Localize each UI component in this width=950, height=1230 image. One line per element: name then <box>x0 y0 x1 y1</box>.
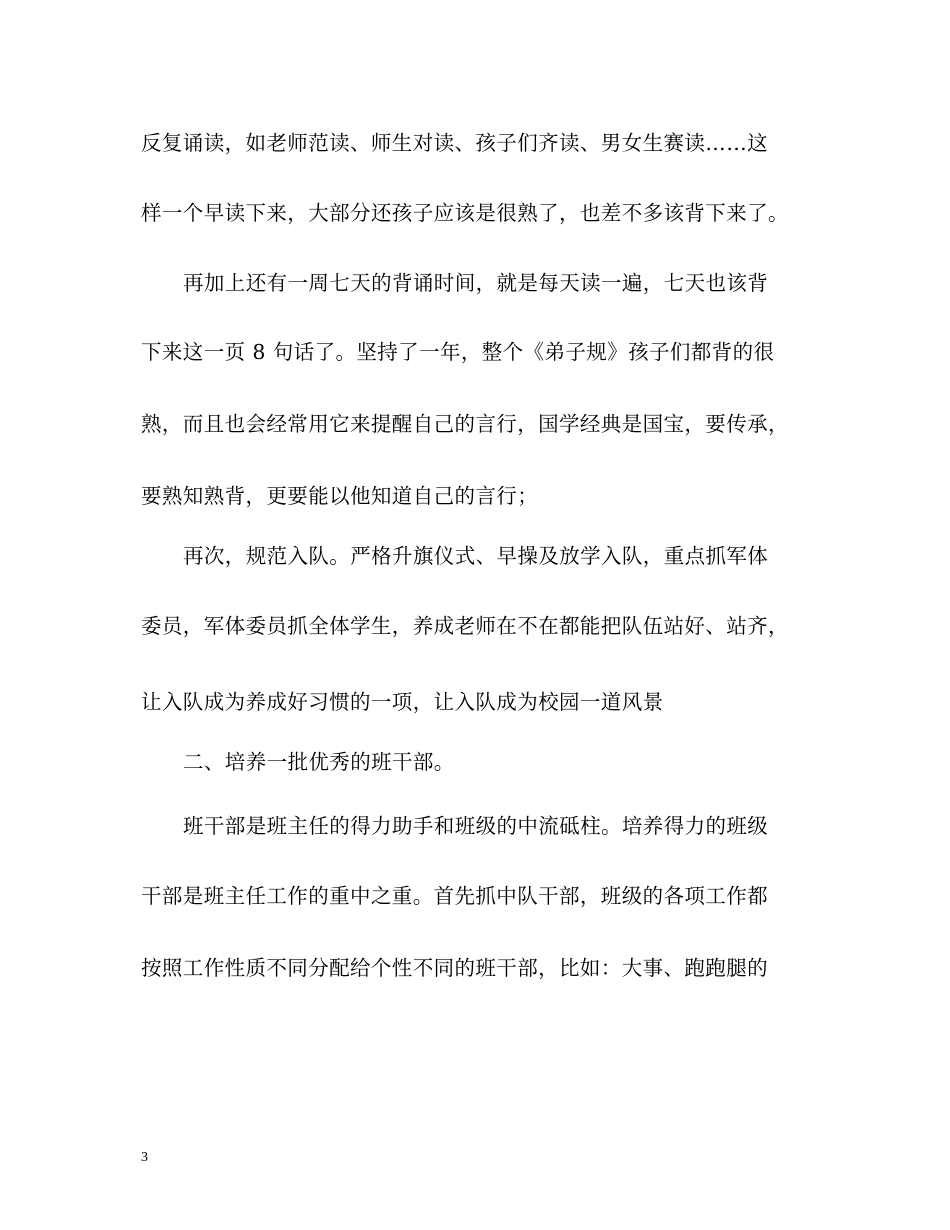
paragraph-line-8: 委员，军体委员抓全体学生，养成老师在不在都能把队伍站好、站齐， <box>141 614 789 638</box>
paragraph-line-9: 让入队成为养成好习惯的一项，让入队成为校园一道风景 <box>141 690 664 714</box>
paragraph-line-6: 要熟知熟背，更要能以他知道自己的言行； <box>141 484 539 508</box>
paragraph-line-2: 样一个早读下来，大部分还孩子应该是很熟了，也差不多该背下来了。 <box>141 201 789 225</box>
page-number: 3 <box>141 1150 148 1165</box>
paragraph-line-12: 干部是班主任工作的重中之重。首先抓中队干部，班级的各项工作都 <box>141 884 768 908</box>
paragraph-line-7: 再次，规范入队。严格升旗仪式、早操及放学入队，重点抓军体 <box>183 544 769 568</box>
paragraph-line-1: 反复诵读，如老师范读、师生对读、孩子们齐读、男女生赛读……这 <box>141 131 768 155</box>
paragraph-line-13: 按照工作性质不同分配给个性不同的班干部，比如：大事、跑跑腿的 <box>141 956 768 980</box>
section-heading: 二、培养一批优秀的班干部。 <box>183 750 455 774</box>
paragraph-line-11: 班干部是班主任的得力助手和班级的中流砥柱。培养得力的班级 <box>183 814 769 838</box>
paragraph-line-4: 下来这一页 8 句话了。坚持了一年，整个《弟子规》孩子们都背的很 <box>141 340 775 364</box>
paragraph-line-3: 再加上还有一周七天的背诵时间，就是每天读一遍，七天也该背 <box>183 271 769 295</box>
paragraph-line-5: 熟，而且也会经常用它来提醒自己的言行，国学经典是国宝，要传承， <box>141 412 789 436</box>
